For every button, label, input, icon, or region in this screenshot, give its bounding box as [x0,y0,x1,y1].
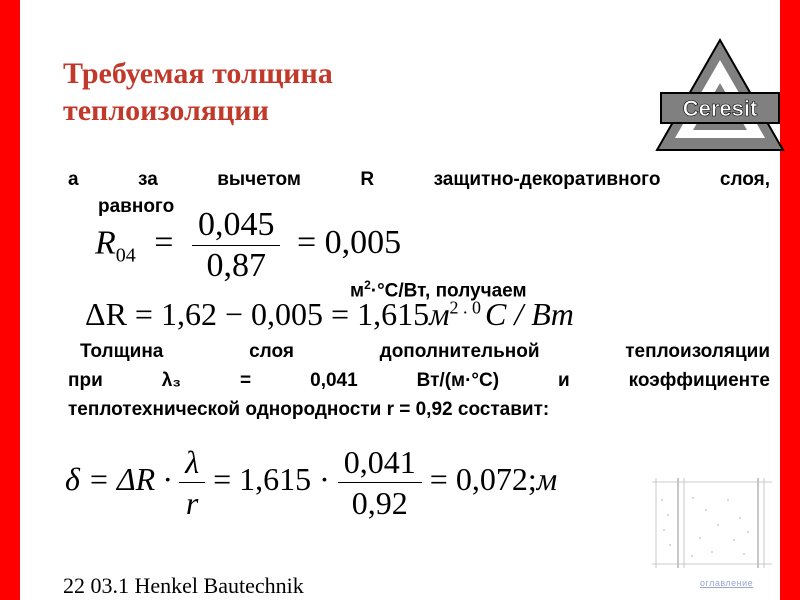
footer-text: 22 03.1 Henkel Bautechnik [63,573,304,598]
table-of-contents-link[interactable]: оглавление [700,578,754,588]
formula-delta-frac1-num: λ [179,442,205,483]
formula-delta-unit: м [536,460,558,497]
paragraph-2 [68,337,770,424]
formula-delta-frac1-den: r [185,485,199,521]
formula-delta-fraction-2 [338,442,422,523]
formula-delta-r-unit-sup: 2 . 0 [449,297,481,318]
paragraph-1-line-2: равного [98,196,175,217]
slide-title [63,55,333,129]
formula-delta-r-unit-rest: C / Bm [484,296,574,332]
title-line-1: Требуемая толщина [63,57,333,90]
formula-r04-lhs: R [95,224,116,262]
formula-delta-frac2-num: 0,041 [338,442,422,483]
formula-delta-mid: = 1,615 · [213,460,330,497]
formula-delta-r-unit-m: м [429,296,450,332]
ceresit-logo [655,38,785,158]
wall-section-diagram [648,470,778,575]
formula-r04-numerator: 0,045 [192,205,281,246]
formula-r04-fraction [192,205,281,286]
formula-r04-result: = 0,005 [296,224,402,262]
formula-delta-r-text: ΔR = 1,62 − 0,005 = 1,615 [85,296,430,332]
formula-r04-eq: = [154,224,174,262]
logo-text: Ceresit [682,96,758,121]
title-line-2: теплоизоляции [63,94,269,127]
formula-delta-lhs: δ = ΔR · [65,460,172,497]
formula-delta [65,442,557,523]
formula-r04-sub: 04 [115,244,136,267]
paragraph-2-line-1: Толщина слоя дополнительной теплоизоляции [80,341,770,362]
paragraph-1-line-1: а за вычетом R защитно-декоративного слоя, [68,169,770,190]
left-red-bar [0,0,20,600]
units-base: м [350,280,365,302]
units-sup: 2 [364,278,371,292]
paragraph-2-line-2: при λ₃ = 0,041 Вт/(м·°С) и коэффициенте [68,370,770,391]
formula-delta-result: = 0,072; [429,460,537,497]
formula-delta-frac2-den: 0,92 [351,485,408,521]
units-rest: ·°С/Вт, получаем [370,280,527,302]
formula-delta-fraction-1 [179,442,205,523]
formula-delta-r [85,296,574,333]
paragraph-2-line-3: теплотехнической однородности r = 0,92 составит: [68,399,550,420]
formula-r04-denominator: 0,87 [206,247,266,284]
